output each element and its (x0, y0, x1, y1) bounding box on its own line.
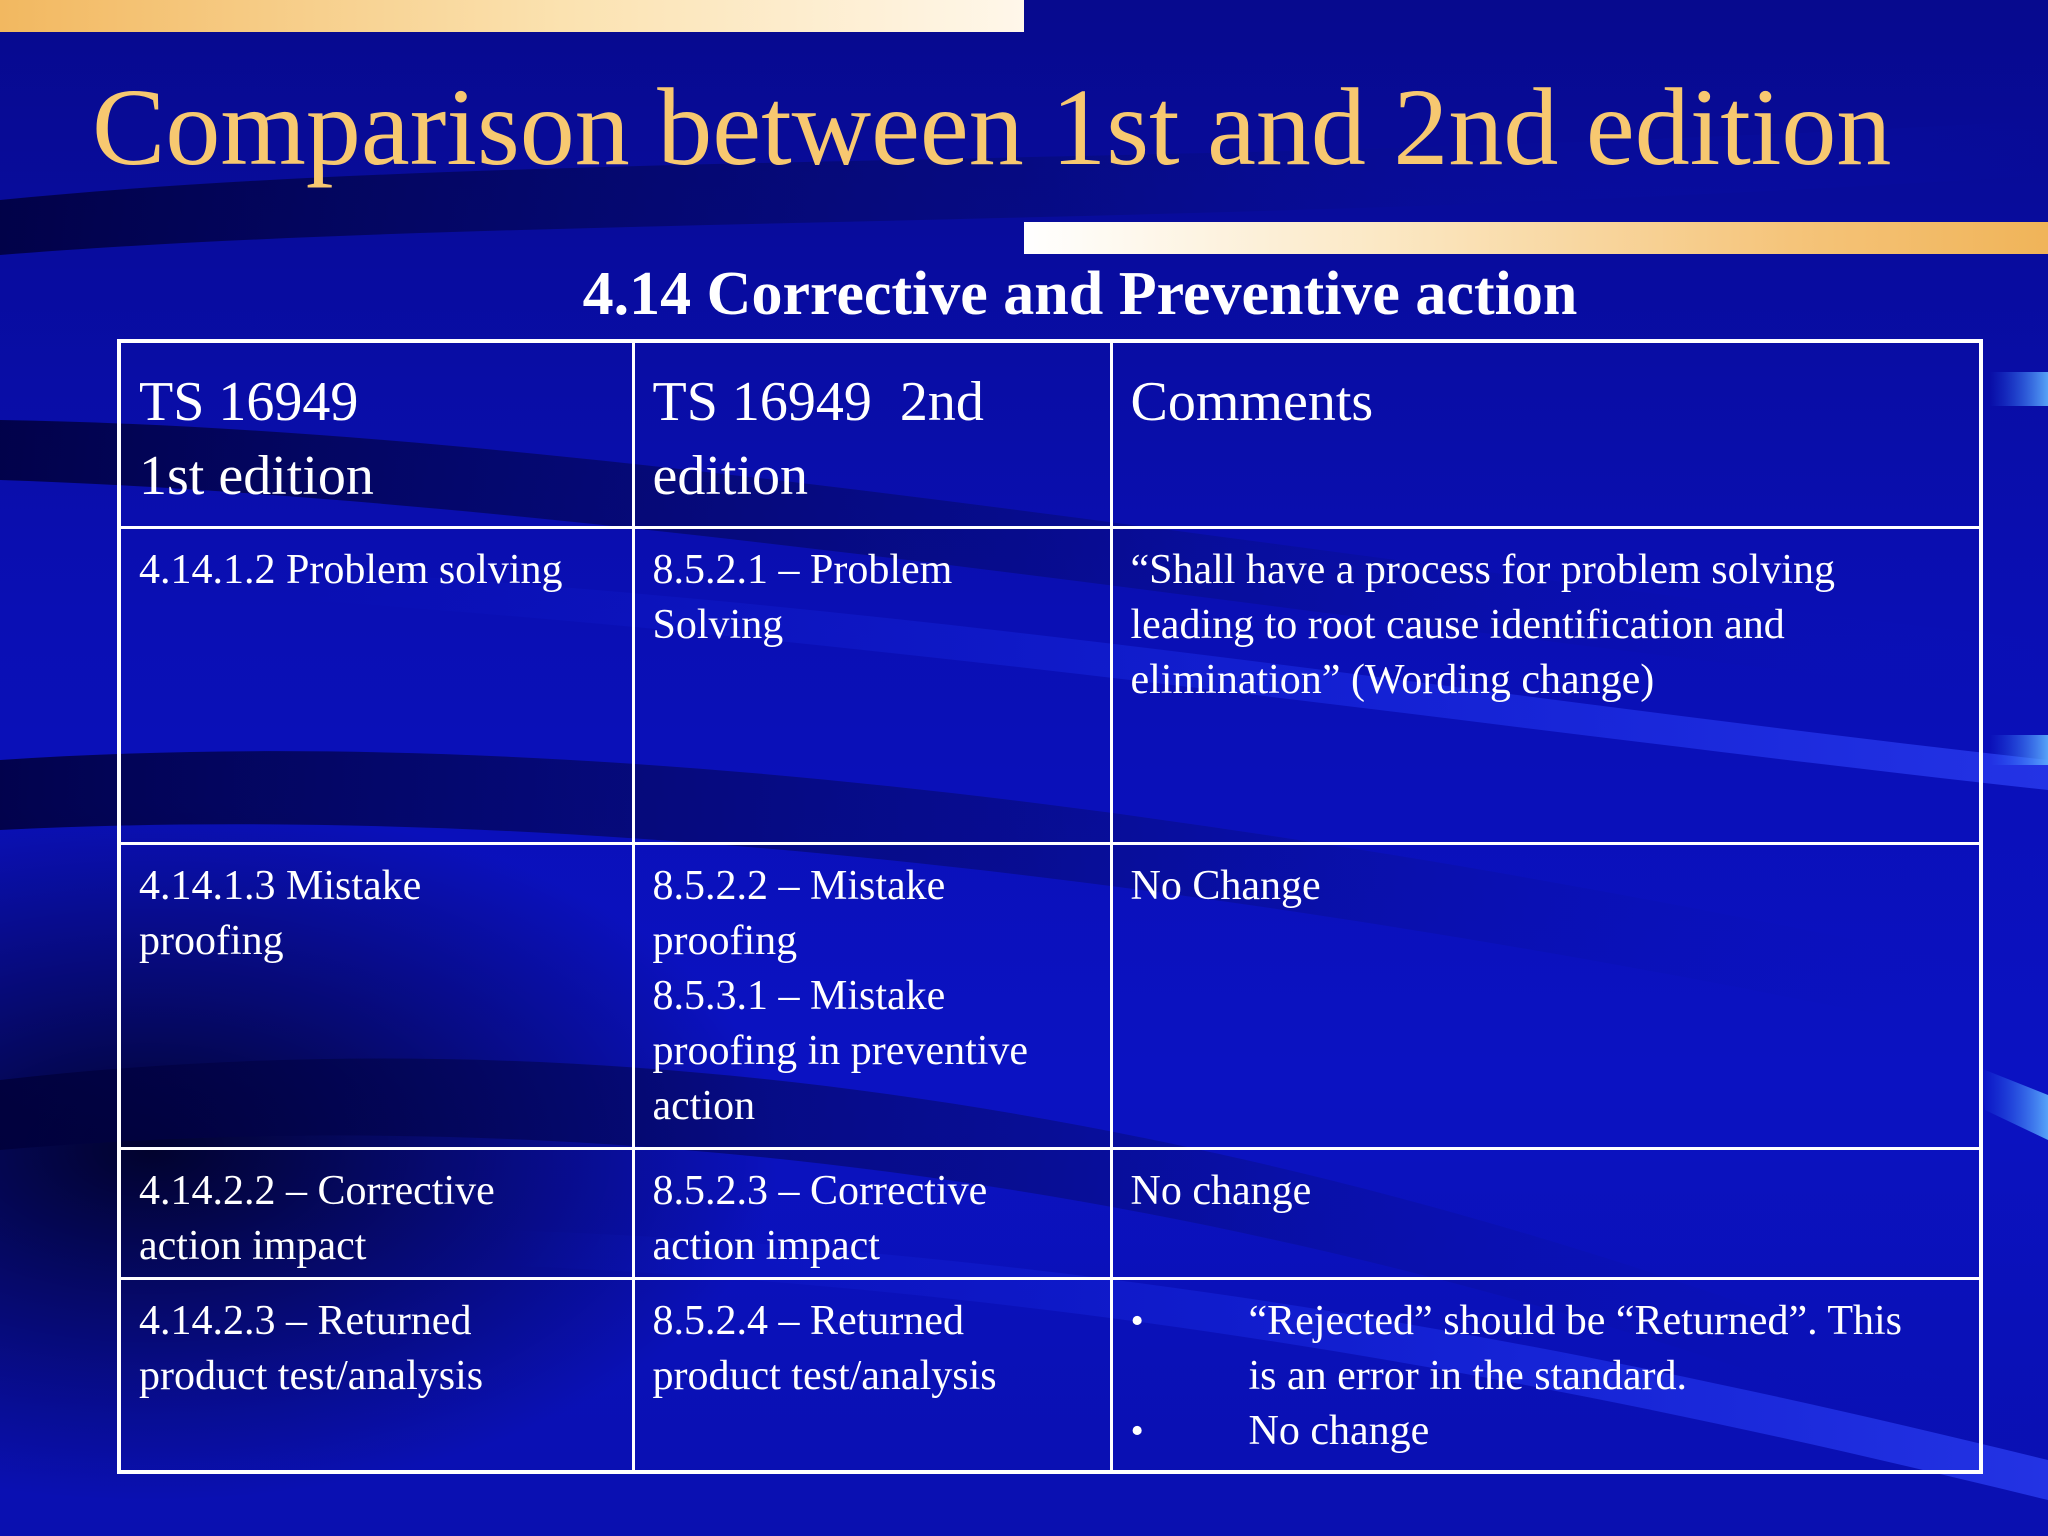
cell-line: 8.5.2.2 – Mistake (652, 862, 946, 909)
cell-line: No Change (1130, 862, 1321, 909)
header-2nd-edition (633, 343, 1111, 527)
header-line: TS 16949 2nd (652, 371, 984, 433)
cell-line: 8.5.2.1 – Problem (652, 546, 953, 593)
cell-comments (1111, 1278, 1979, 1470)
cell-comments (1111, 527, 1979, 843)
cell-line: “Shall have a process for problem solving (1130, 546, 1835, 593)
header-1st-edition (121, 343, 633, 527)
cell-line: 4.14.2.3 – Returned (139, 1297, 472, 1344)
cell-line: 8.5.2.3 – Corrective (652, 1167, 988, 1214)
comparison-table-frame (117, 339, 1983, 1474)
cell-line: No change (1248, 1407, 1430, 1454)
edge-glow-2 (1990, 735, 2048, 765)
title-underline-bar (1024, 222, 2048, 254)
header-line: 1st edition (139, 445, 374, 507)
cell-line: leading to root cause identification and (1130, 601, 1785, 648)
bullet-icon: • (1130, 1299, 1144, 1342)
edge-glow-1 (1990, 372, 2048, 406)
cell-line: action (652, 1082, 756, 1129)
cell-2nd-edition (633, 527, 1111, 843)
cell-line: action impact (139, 1222, 367, 1269)
comment-bullet-list (1131, 1294, 1962, 1459)
cell-line: 4.14.1.3 Mistake (139, 862, 422, 909)
cell-line: product test/analysis (652, 1352, 997, 1399)
cell-line: 4.14.2.2 – Corrective (139, 1167, 495, 1214)
cell-1st-edition (121, 843, 633, 1148)
bullet-icon: • (1130, 1409, 1144, 1452)
cell-line: 8.5.3.1 – Mistake (652, 972, 946, 1019)
list-item (1131, 1404, 1962, 1459)
cell-2nd-edition (633, 1278, 1111, 1470)
header-line: edition (652, 445, 809, 507)
cell-2nd-edition (633, 1148, 1111, 1278)
table-row (121, 1148, 1979, 1278)
slide-title: Comparison between 1st and 2nd edition (92, 66, 1892, 188)
cell-line: proofing (652, 917, 798, 964)
header-comments (1111, 343, 1979, 527)
cell-2nd-edition (633, 843, 1111, 1148)
header-line: Comments (1130, 371, 1374, 433)
cell-line: product test/analysis (139, 1352, 484, 1399)
cell-line: 8.5.2.4 – Returned (652, 1297, 964, 1344)
cell-line: elimination” (Wording change) (1130, 656, 1655, 703)
table-row (121, 1278, 1979, 1470)
table-header-row (121, 343, 1979, 527)
table-row (121, 527, 1979, 843)
cell-line: is an error in the standard. (1248, 1352, 1688, 1399)
cell-line: “Rejected” should be “Returned”. This (1248, 1297, 1903, 1344)
cell-line: 4.14.1.2 Problem solving (139, 546, 563, 593)
cell-line: proofing in preventive (652, 1027, 1029, 1074)
cell-1st-edition (121, 1278, 633, 1470)
comparison-table (121, 343, 1979, 1470)
edge-glow-3 (1980, 1068, 2048, 1140)
cell-line: action impact (652, 1222, 880, 1269)
list-item (1131, 1294, 1962, 1404)
cell-1st-edition (121, 527, 633, 843)
table-row (121, 843, 1979, 1148)
cell-comments (1111, 1148, 1979, 1278)
top-accent-bar (0, 0, 1024, 32)
cell-line: Solving (652, 601, 784, 648)
cell-1st-edition (121, 1148, 633, 1278)
cell-line: No change (1130, 1167, 1312, 1214)
cell-comments (1111, 843, 1979, 1148)
section-heading: 4.14 Corrective and Preventive action (582, 260, 1578, 328)
header-line: TS 16949 (139, 371, 359, 433)
cell-line: proofing (139, 917, 284, 964)
